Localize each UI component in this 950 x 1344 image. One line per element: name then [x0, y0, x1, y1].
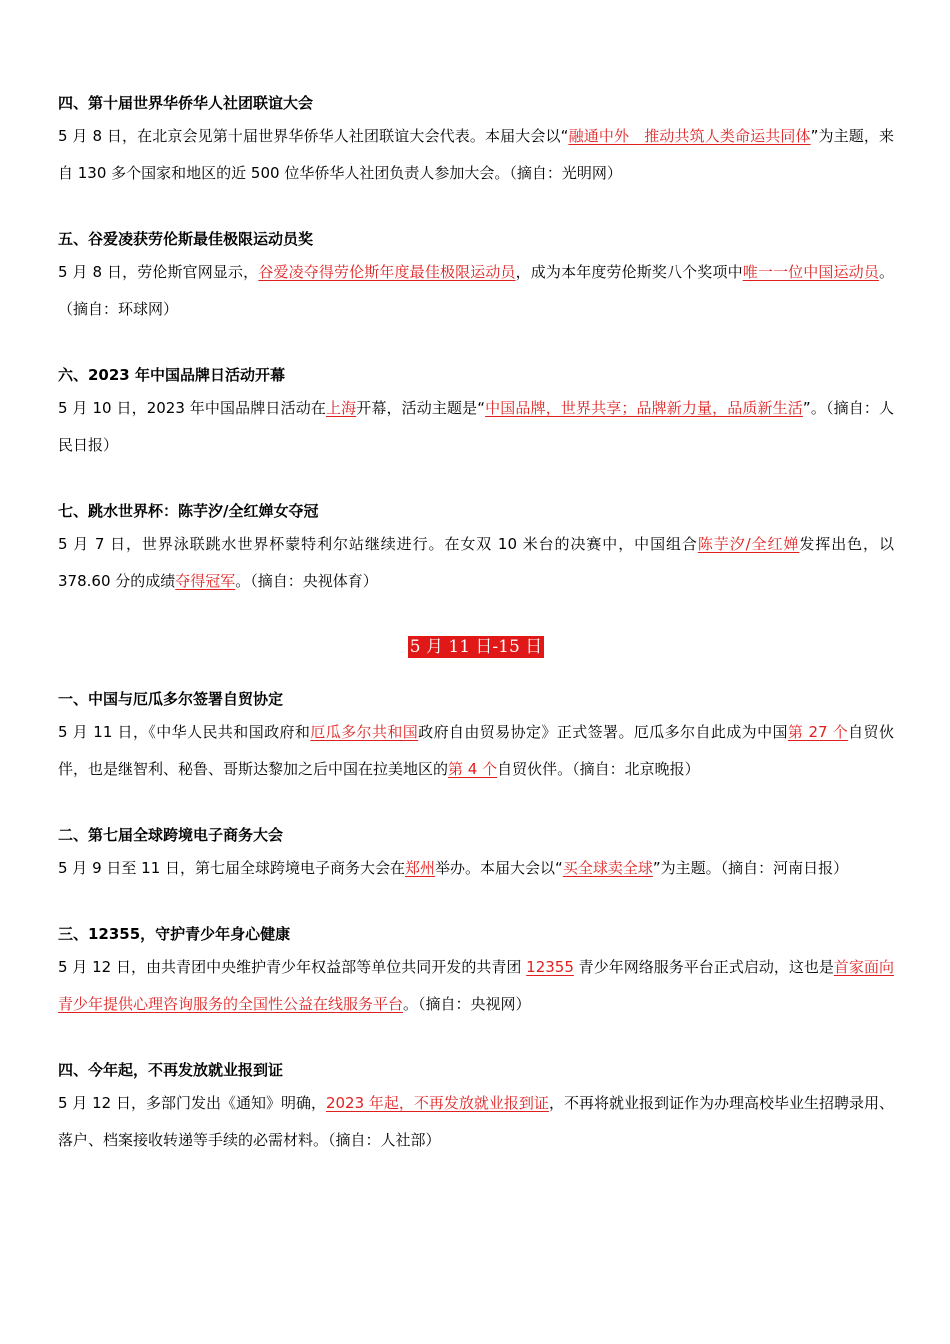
news-item: [58, 923, 894, 1023]
body-text: 5 月 9 日至 11 日，第七届全球跨境电子商务大会在: [58, 859, 406, 877]
body-text: 自贸伙伴，也是继智利、秘鲁、哥斯达黎加之后中国在拉美地区的: [58, 723, 894, 778]
body-text: 5 月 12 日，多部门发出《通知》明确，: [58, 1094, 326, 1112]
highlighted-keyword: 12355: [526, 958, 574, 976]
body-text: 自贸伙伴。（摘自：北京晚报）: [497, 760, 700, 778]
highlighted-keyword: 第 4 个: [448, 760, 498, 778]
body-text: 5 月 10 日，2023 年中国品牌日活动在: [58, 399, 326, 417]
news-item: [58, 500, 894, 600]
news-item: [58, 92, 894, 192]
body-text: 青少年网络服务平台正式启动，这也是: [573, 958, 834, 976]
body-text: ”。（摘自：人民日报）: [58, 399, 894, 454]
highlighted-keyword: 厄瓜多尔共和国: [310, 723, 419, 741]
news-item: [58, 688, 894, 788]
highlighted-keyword: 买全球卖全球: [562, 859, 653, 877]
highlighted-keyword: 陈芋汐/全红婵: [697, 535, 800, 553]
news-item: [58, 364, 894, 464]
body-text: ，成为本年度劳伦斯奖八个奖项中: [515, 263, 743, 281]
news-item-body: [58, 254, 894, 328]
news-item-body: [58, 1085, 894, 1159]
news-item-title: 四、第十届世界华侨华人社团联谊大会: [58, 94, 314, 112]
body-text: 5 月 8 日，劳伦斯官网显示，: [58, 263, 259, 281]
body-text: 5 月 7 日，世界泳联跳水世界杯蒙特利尔站继续进行。在女双 10 米台的决赛中，中国组合: [58, 535, 698, 553]
news-item: [58, 824, 894, 887]
news-item-body: [58, 118, 894, 192]
news-item: [58, 228, 894, 328]
highlighted-keyword: 2023 年起，不再发放就业报到证: [325, 1094, 549, 1112]
news-item-body: [58, 949, 894, 1023]
news-item-body: [58, 390, 894, 464]
body-text: 5 月 11 日，《中华人民共和国政府和: [58, 723, 311, 741]
body-text: ”为主题。（摘自：河南日报）: [652, 859, 849, 877]
highlighted-keyword: 融通中外 推动共筑人类命运共同体: [568, 127, 811, 145]
news-item-title: 二、第七届全球跨境电子商务大会: [58, 826, 284, 844]
news-item: [58, 1059, 894, 1159]
news-item-title: 五、谷爱凌获劳伦斯最佳极限运动员奖: [58, 230, 314, 248]
body-text: 举办。本届大会以“: [435, 859, 563, 877]
highlighted-keyword: 上海: [325, 399, 357, 417]
body-text: 5 月 8 日，在北京会见第十届世界华侨华人社团联谊大会代表。本届大会以“: [58, 127, 569, 145]
highlighted-keyword: 谷爱凌夺得劳伦斯年度最佳极限运动员: [258, 263, 516, 281]
news-item-body: [58, 526, 894, 600]
highlighted-keyword: 中国品牌，世界共享；品牌新力量，品质新生活: [485, 399, 803, 417]
highlighted-keyword: 唯一一位中国运动员: [742, 263, 879, 281]
body-text: 5 月 12 日，由共青团中央维护青少年权益部等单位共同开发的共青团: [58, 958, 527, 976]
highlighted-keyword: 首家面向青少年提供心理咨询服务的全国性公益在线服务平台: [58, 958, 894, 1013]
news-item-title: 四、今年起，不再发放就业报到证: [58, 1061, 284, 1079]
document-page: [58, 92, 894, 1195]
news-item-title: 七、跳水世界杯：陈芋汐/全红婵女夺冠: [58, 502, 319, 520]
news-group-before-heading: [58, 92, 894, 600]
body-text: ，不再将就业报到证作为办理高校毕业生招聘录用、落户、档案接收转递等手续的必需材料。（摘自：人社部）: [58, 1094, 894, 1149]
news-group-after-heading: [58, 688, 894, 1159]
body-text: 发挥出色，以 378.60 分的成绩: [58, 535, 894, 590]
section-heading-label: 5 月 11 日-15 日: [409, 637, 543, 657]
body-text: 。（摘自：央视网）: [403, 995, 531, 1013]
body-text: 。（摘自：央视体育）: [235, 572, 378, 590]
body-text: 开幕，活动主题是“: [356, 399, 486, 417]
news-item-title: 一、中国与厄瓜多尔签署自贸协定: [58, 690, 284, 708]
news-item-body: [58, 714, 894, 788]
news-item-body: [58, 850, 894, 887]
body-text: 政府自由贸易协定》正式签署。厄瓜多尔自此成为中国: [418, 723, 788, 741]
highlighted-keyword: 郑州: [405, 859, 436, 877]
highlighted-keyword: 第 27 个: [787, 723, 849, 741]
news-item-title: 六、2023 年中国品牌日活动开幕: [58, 366, 285, 384]
body-text: 。（摘自：环球网）: [58, 263, 894, 318]
news-item-title: 三、12355，守护青少年身心健康: [58, 925, 291, 943]
section-heading: [58, 636, 894, 658]
highlighted-keyword: 夺得冠军: [175, 572, 236, 590]
body-text: ”为主题，来自 130 多个国家和地区的近 500 位华侨华人社团负责人参加大会。（摘自：光明网）: [58, 127, 894, 182]
